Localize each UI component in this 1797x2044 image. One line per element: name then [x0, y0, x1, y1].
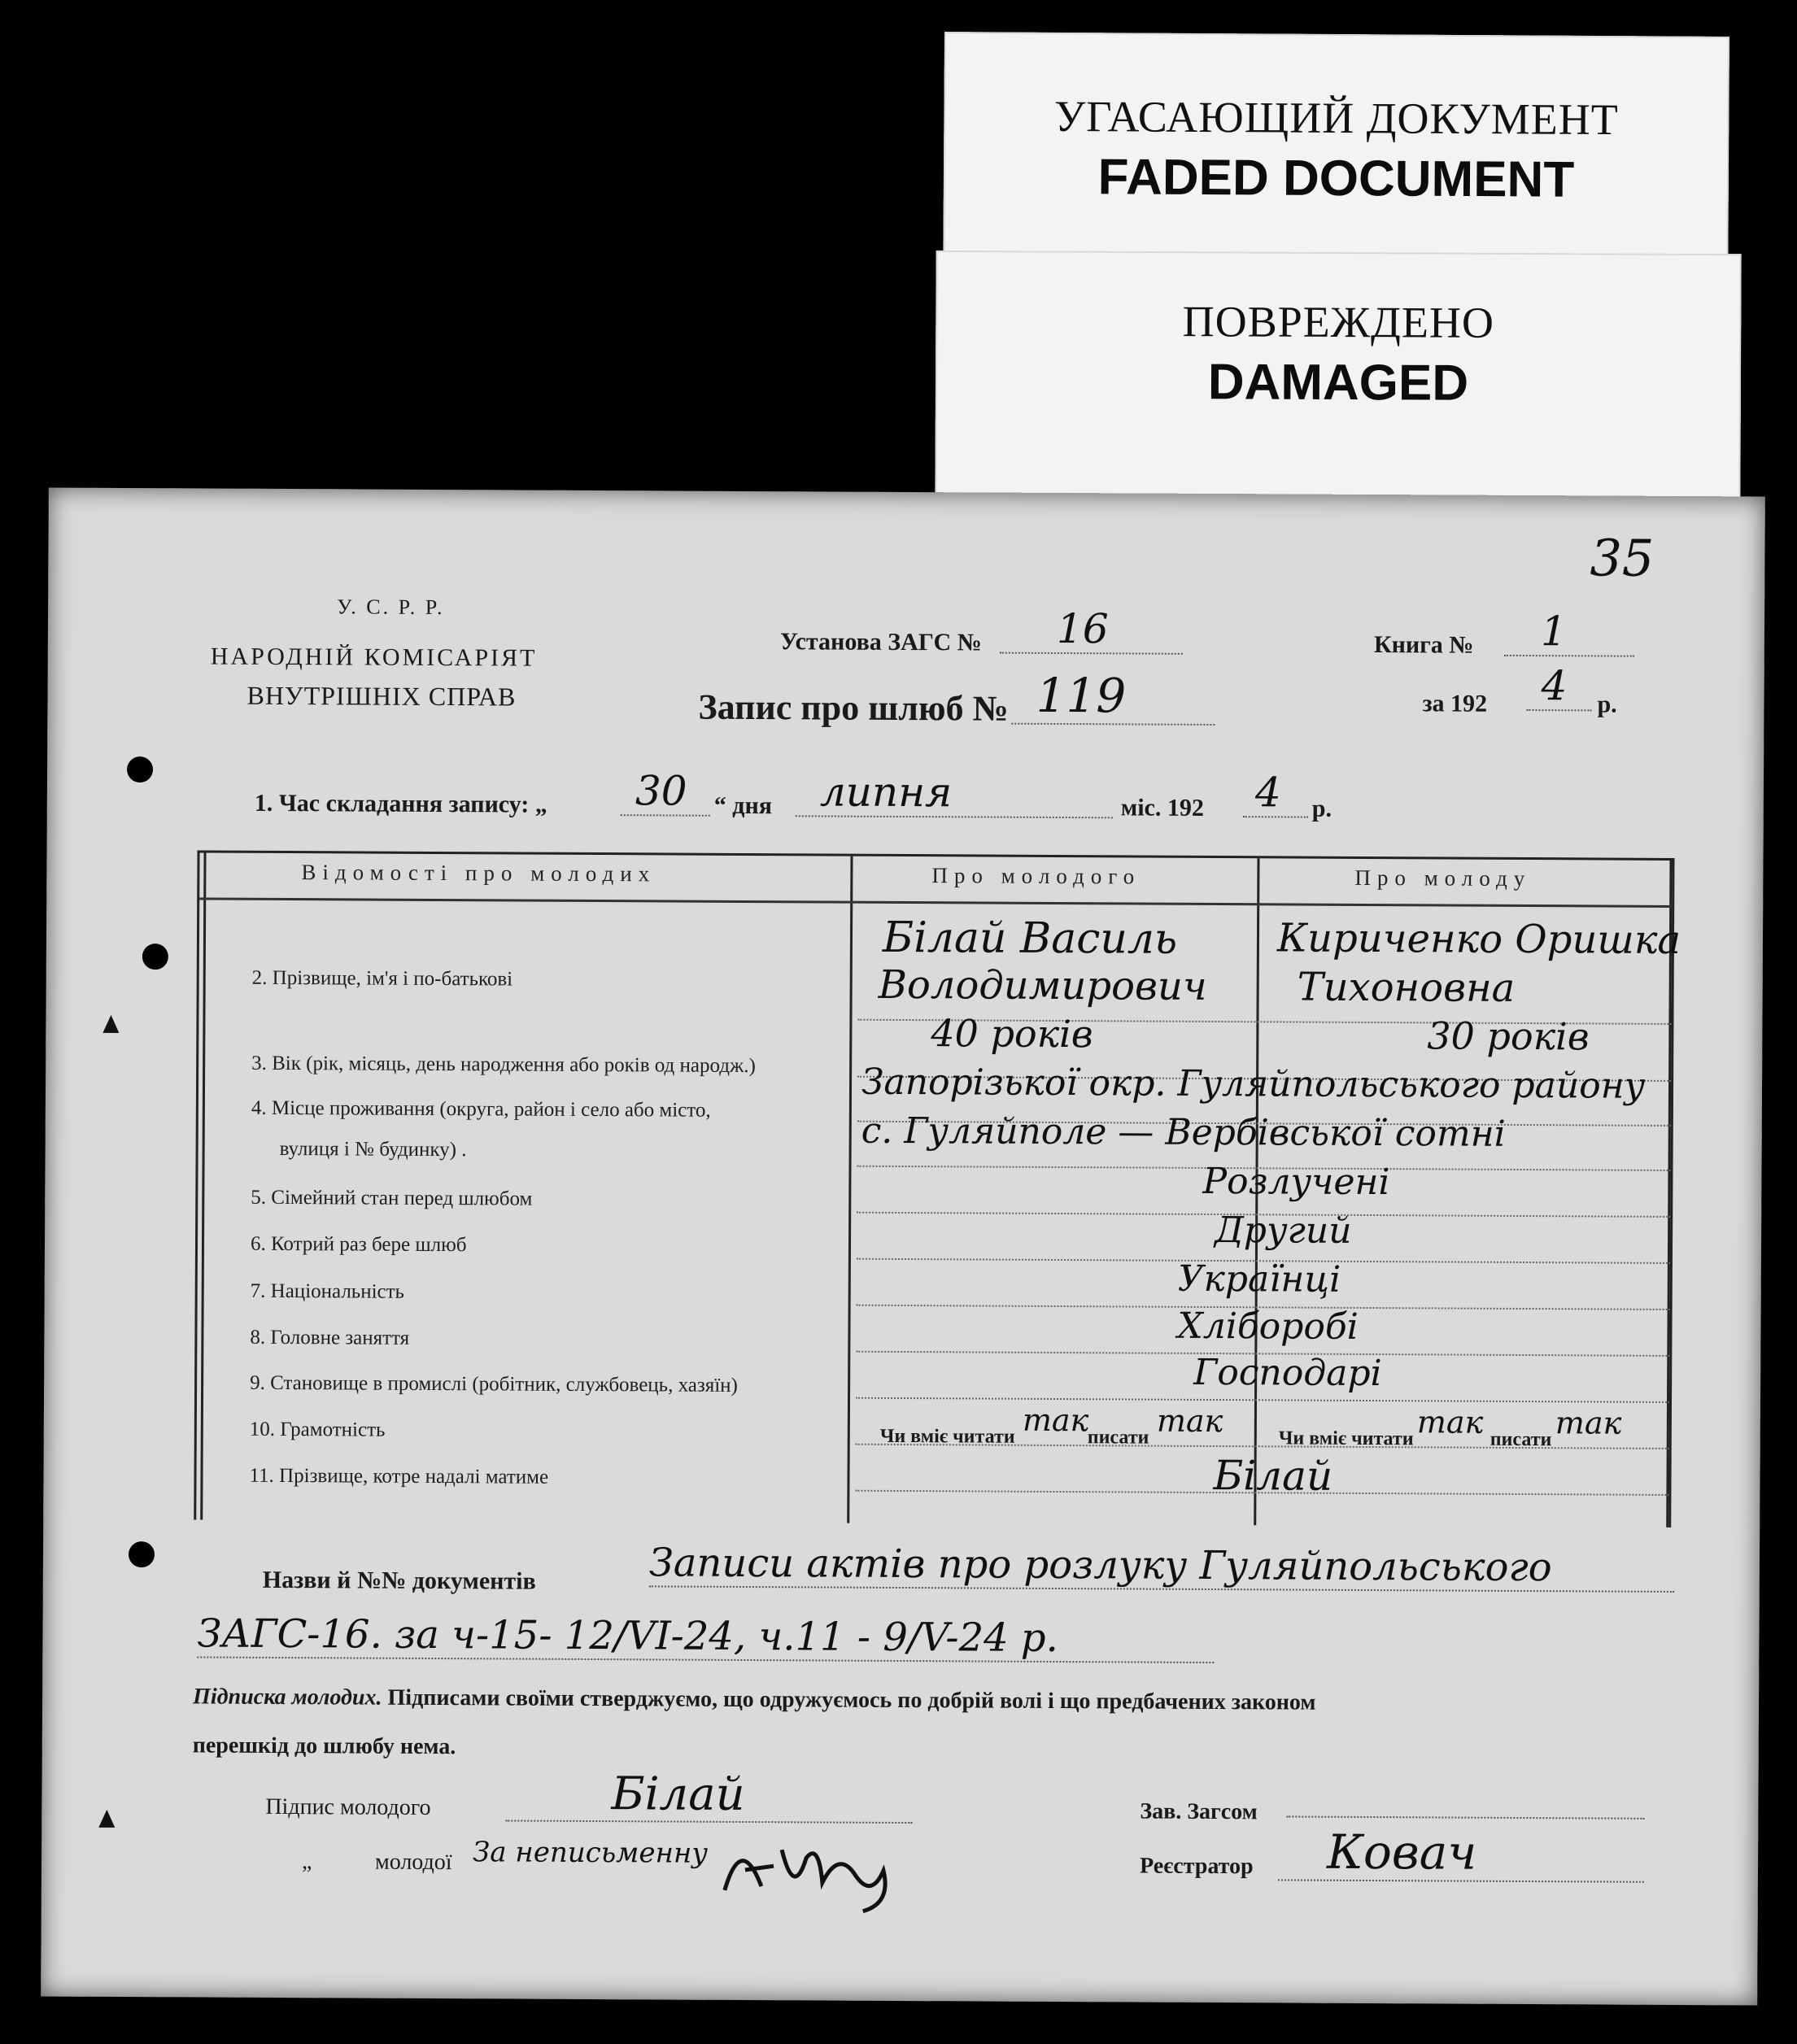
book-label: Книга № — [1373, 631, 1474, 659]
groom-write-value: так — [1156, 1402, 1223, 1440]
row-residence-label: 4. Місце проживання (округа, район і село або місто, — [251, 1096, 711, 1122]
page-number: 35 — [1590, 528, 1655, 588]
bride-patronymic: Тихоновна — [1297, 964, 1516, 1011]
registry-head-line — [1286, 1815, 1644, 1819]
marriage-record-sheet — [41, 487, 1765, 2005]
institution-number: 16 — [1000, 605, 1183, 655]
groom-surname-name: Білай Василь — [882, 913, 1178, 964]
entry-day-suffix: “ дня — [713, 791, 773, 820]
row-age-label: 3. Вік (рік, місяць, день народження або років од народж.) — [251, 1052, 756, 1078]
table-border — [200, 852, 206, 1519]
entry-time-label: 1. Час складання запису: „ — [254, 789, 547, 818]
edge-mark — [98, 1810, 115, 1828]
bride-signature-prefix: „ — [301, 1849, 312, 1875]
record-number: 119 — [1011, 668, 1215, 726]
row-marital-label: 5. Сімейний стан перед шлюбом — [251, 1186, 533, 1210]
declaration-line-2: перешкід до шлюбу нема. — [192, 1732, 456, 1760]
row-name-label: 2. Прізвище, ім'я і по-батькові — [251, 966, 513, 991]
row-line — [856, 1397, 1669, 1403]
header-commissariat: НАРОДНІЙ КОМІСАРІЯТ — [210, 643, 538, 672]
damaged-label-en: DAMAGED — [1207, 354, 1469, 412]
damaged-label-ru: ПОВРЕЖДЕНО — [1182, 297, 1495, 347]
industry-position: Господарі — [1193, 1351, 1382, 1395]
col-header-groom: Про молодого — [931, 863, 1141, 889]
groom-read-label: Чи вміє читати — [879, 1425, 1015, 1448]
future-surname: Білай — [1213, 1452, 1333, 1500]
row-literacy-label: 10. Грамотність — [249, 1418, 386, 1441]
nationality: Українці — [1177, 1257, 1341, 1301]
documents-line-1: Записи актів про розлуку Гуляйпольського — [649, 1540, 1674, 1593]
bride-write-label: писати — [1490, 1428, 1552, 1451]
residence-line-1: Запорізької окр. Гуляйпольського району — [861, 1061, 1646, 1107]
bride-read-label: Чи вміє читати — [1278, 1427, 1414, 1450]
faded-label-ru: УГАСАЮЩИЙ ДОКУМЕНТ — [1053, 91, 1619, 145]
header-ussr: У. С. Р. Р. — [337, 595, 445, 620]
year-label: за 192 — [1422, 690, 1488, 717]
punch-hole — [129, 1541, 155, 1567]
registrar-label: Реєстратор — [1139, 1853, 1254, 1880]
row-nationality-label: 7. Національність — [250, 1279, 405, 1303]
damaged-document-card — [935, 251, 1741, 502]
book-number: 1 — [1504, 608, 1634, 657]
marital-status: Розлучені — [1202, 1160, 1390, 1204]
marriage-count: Другий — [1214, 1209, 1352, 1252]
year-suffix: р. — [1597, 691, 1617, 718]
groom-signature: Білай — [505, 1767, 912, 1824]
row-occupation-label: 8. Головне заняття — [250, 1326, 410, 1349]
documents-label: Назви й №№ документів — [262, 1566, 536, 1595]
header-internal-affairs: ВНУТРІШНІХ СПРАВ — [246, 680, 517, 712]
col-header-info: Відомості про молодих — [301, 860, 656, 887]
faded-label-en: FADED DOCUMENT — [1097, 149, 1575, 208]
entry-month-label: міс. 192 — [1120, 794, 1205, 822]
entry-year: 4 — [1243, 769, 1308, 817]
col-header-bride: Про молоду — [1354, 865, 1532, 891]
declaration-text: Підписами своїми стверджуємо, що одружуємось по добрій волі і що предбачених законом — [382, 1684, 1316, 1715]
table-divider — [847, 856, 853, 1523]
bride-signature-label: молодої — [374, 1849, 452, 1876]
entry-day: 30 — [621, 767, 710, 817]
spouse-info-table — [194, 850, 1681, 1527]
row-residence-label-2: вулиця і № будинку) . — [279, 1137, 467, 1161]
edge-mark — [102, 1015, 119, 1033]
bride-age: 30 років — [1427, 1013, 1590, 1059]
documents-line-2: ЗАГС-16. за ч-15- 12/VI-24, ч.11 - 9/V-24 р. — [197, 1610, 1214, 1663]
groom-signature-label: Підпис молодого — [265, 1793, 431, 1820]
registry-head-label: Зав. Загсом — [1140, 1798, 1258, 1825]
groom-patronymic: Володимирович — [878, 961, 1207, 1009]
row-times-label: 6. Котрий раз бере шлюб — [250, 1232, 467, 1257]
row-position-label: 9. Становище в промислі (робітник, службовець, хазяїн) — [250, 1371, 738, 1397]
groom-write-label: писати — [1087, 1427, 1149, 1449]
groom-age: 40 років — [931, 1011, 1093, 1057]
row-surname-label: 11. Прізвище, котре надалі матиме — [249, 1464, 549, 1488]
bride-signature-scrawl — [717, 1825, 905, 1915]
bride-surname-name: Кириченко Оришка — [1276, 915, 1681, 964]
entry-month: липня — [796, 768, 1113, 818]
table-header-line — [199, 897, 1672, 907]
year-value: 4 — [1526, 662, 1591, 711]
institution-label: Установа ЗАГС № — [779, 628, 982, 656]
declaration-lead: Підписка молодих. — [193, 1684, 382, 1711]
punch-hole — [142, 944, 168, 970]
groom-read-value: так — [1022, 1401, 1089, 1439]
bride-read-value: так — [1416, 1404, 1484, 1440]
declaration-line-1 — [193, 1684, 1316, 1715]
bride-write-value: так — [1555, 1405, 1622, 1441]
punch-hole — [127, 756, 153, 782]
record-title: Запис про шлюб № — [698, 686, 1009, 729]
entry-suffix: р. — [1311, 795, 1332, 822]
residence-line-2: с. Гуляйполе — Вербівської сотні — [861, 1109, 1506, 1155]
registrar-signature: Ковач — [1278, 1824, 1644, 1882]
bride-signature-note: За неписьменну — [472, 1836, 709, 1870]
occupation: Хліборобі — [1177, 1305, 1359, 1348]
